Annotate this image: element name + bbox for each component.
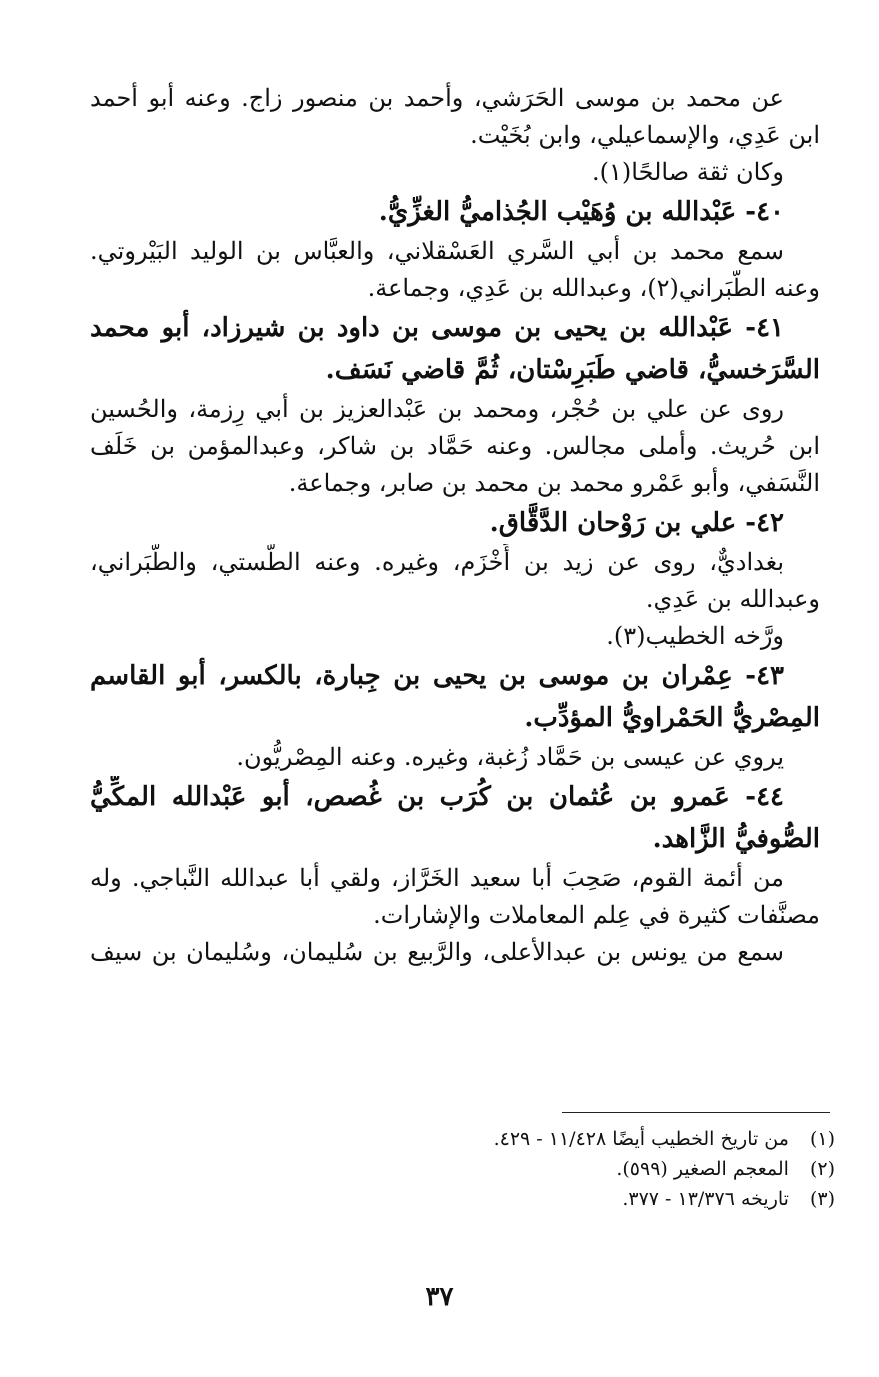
text-line: سمع محمد بن أبي السَّري العَسْقلاني، والعبَّاس بن الوليد البَيْروتي. <box>90 237 785 265</box>
entry-heading-41-cont: السَّرَخسيُّ، قاضي طَبَرِسْتان، ثُمَّ قاضي نَسَف. <box>325 355 820 385</box>
text-line: وعبدالله بن عَدِي. <box>645 585 820 613</box>
footnotes <box>300 1124 835 1214</box>
entry-heading-44-cont: الصُّوفيُّ الزَّاهد. <box>652 824 820 854</box>
main-text <box>90 80 820 971</box>
entry-heading-43: ٤٣- عِمْران بن موسى بن يحيى بن جِبارة، بالكسر، أبو القاسم <box>90 661 784 691</box>
text-line: وكان ثقة صالحًا(١). <box>592 158 784 186</box>
text-line: روى عن علي بن حُجْر، ومحمد بن عَبْدالعزيز بن أبي رِزمة، والحُسين <box>90 395 784 423</box>
text-line: سمع من يونس بن عبدالأعلى، والرَّبيع بن سُليمان، وسُليمان بن سيف <box>90 938 784 966</box>
text-line: من أئمة القوم، صَحِبَ أبا سعيد الخَرَّاز، ولقي أبا عبدالله النَّباجي. وله <box>90 864 784 892</box>
page-number: ٣٧ <box>425 1282 454 1312</box>
footnote-1 <box>300 1124 835 1154</box>
text-line: وعنه الطَّبَراني(٢)، وعبدالله بن عَدِي، وجماعة. <box>367 274 820 302</box>
footnote-text: المعجم الصغير (٥٩٩). <box>616 1158 789 1180</box>
text-line: ورَّخه الخطيب(٣). <box>606 622 784 650</box>
footnote-3 <box>300 1184 835 1214</box>
entry-heading-42: ٤٢- علي بن رَوْحان الدَّقَّاق. <box>489 508 784 538</box>
entry-heading-43-cont: المِصْريُّ الحَمْراويُّ المؤدِّب. <box>524 703 820 733</box>
text-line: النَّسَفي، وأبو عَمْرو محمد بن محمد بن صابر، وجماعة. <box>288 469 820 497</box>
footnote-number: (٢) <box>809 1158 835 1180</box>
text-line: عن محمد بن موسى الحَرَشي، وأحمد بن منصور زاج. وعنه أبو أحمد <box>90 84 784 112</box>
footnote-number: (٣) <box>809 1188 835 1210</box>
text-line: ابن حُريث. وأملى مجالس. وعنه حَمَّاد بن شاكر، وعبدالمؤمن بن خَلَف <box>90 432 820 460</box>
entry-heading-40: ٤٠- عَبْدالله بن وُهَيْب الجُذاميُّ الغزِّيُّ. <box>378 197 784 227</box>
entry-heading-44: ٤٤- عَمرو بن عُثمان بن كُرَب بن غُصص، أبو عَبْدالله المكِّيُّ <box>90 782 784 812</box>
footnote-divider <box>562 1112 830 1113</box>
text-line: ابن عَدِي، والإسماعيلي، وابن بُخَيْت. <box>470 121 820 149</box>
text-line: مصنَّفات كثيرة في عِلم المعاملات والإشارات. <box>373 901 820 929</box>
footnote-text: من تاريخ الخطيب أيضًا ١١/٤٢٨ - ٤٢٩. <box>493 1128 789 1150</box>
text-line: يروي عن عيسى بن حَمَّاد زُغبة، وغيره. وعنه المِصْريُّون. <box>236 743 784 771</box>
footnote-text: تاريخه ١٣/٣٧٦ - ٣٧٧. <box>622 1188 789 1210</box>
footnote-number: (١) <box>809 1128 835 1150</box>
footnote-2 <box>300 1154 835 1184</box>
entry-heading-41: ٤١- عَبْدالله بن يحيى بن موسى بن داود بن شيرزاد، أبو محمد <box>90 313 784 343</box>
text-line: بغداديٌّ، روى عن زيد بن أَخْزَم، وغيره. وعنه الطَّستي، والطَّبَراني، <box>90 548 784 576</box>
